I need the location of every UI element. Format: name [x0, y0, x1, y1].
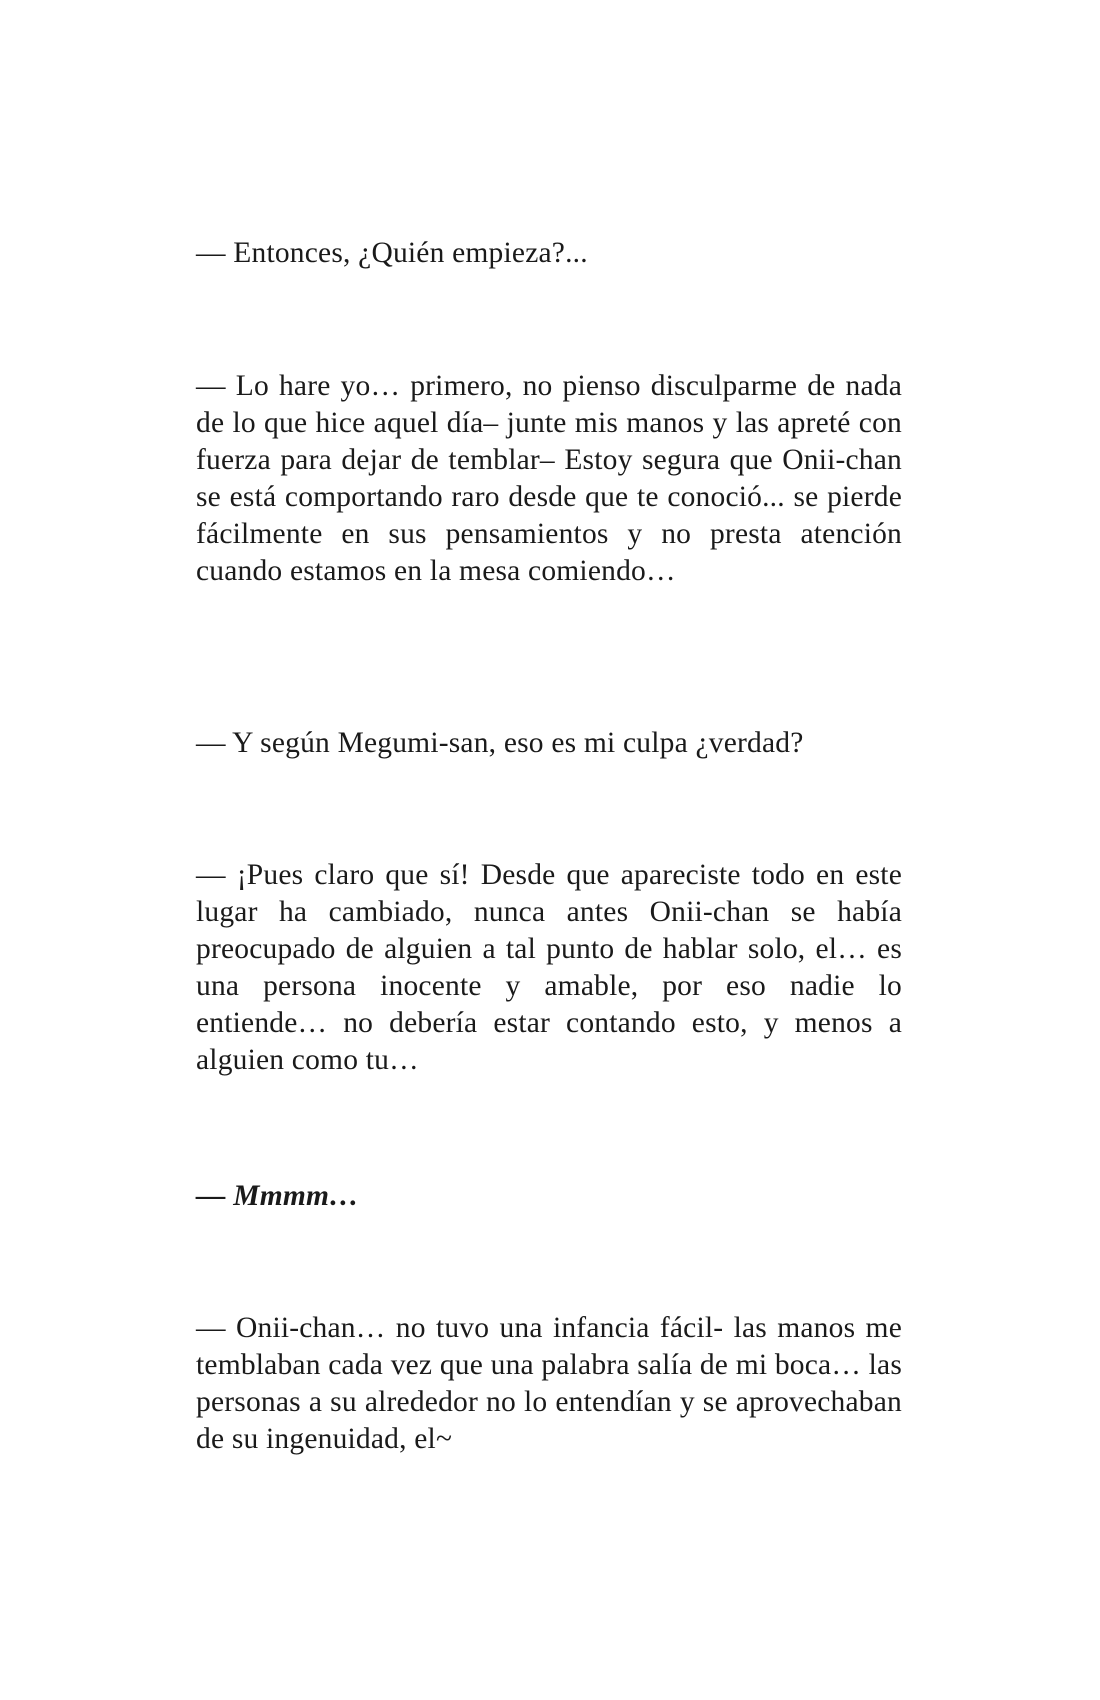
dialogue-paragraph: — Entonces, ¿Quién empieza?...	[196, 237, 588, 269]
dialogue-paragraph: — Onii-chan… no tuvo una infancia fácil- las manos me temblaban cada vez que una palabra salía de mi boca… las personas a su alrededor no lo entendían y se aprovechaban de su ingenuidad, el~	[196, 1312, 902, 1455]
dialogue-paragraph-emphasis: — Mmmm…	[196, 1180, 359, 1212]
dialogue-paragraph: — ¡Pues claro que sí! Desde que apareciste todo en este lugar ha cambiado, nunca antes Onii-chan se había preocupado de alguien a tal punto de hablar solo, el… es una persona inocente y amable, por eso nadie lo entiende… no debería estar contando esto, y menos a alguien como tu…	[196, 859, 902, 1076]
dialogue-paragraph: — Lo hare yo… primero, no pienso disculparme de nada de lo que hice aquel día– junte mis manos y las apreté con fuerza para dejar de temblar– Estoy segura que Onii-chan se está comportando raro desde que te conoció... se pierde fácilmente en sus pensamientos y no presta atención cuando estamos en la mesa comiendo…	[196, 370, 902, 587]
dialogue-paragraph: — Y según Megumi-san, eso es mi culpa ¿verdad?	[196, 727, 804, 759]
